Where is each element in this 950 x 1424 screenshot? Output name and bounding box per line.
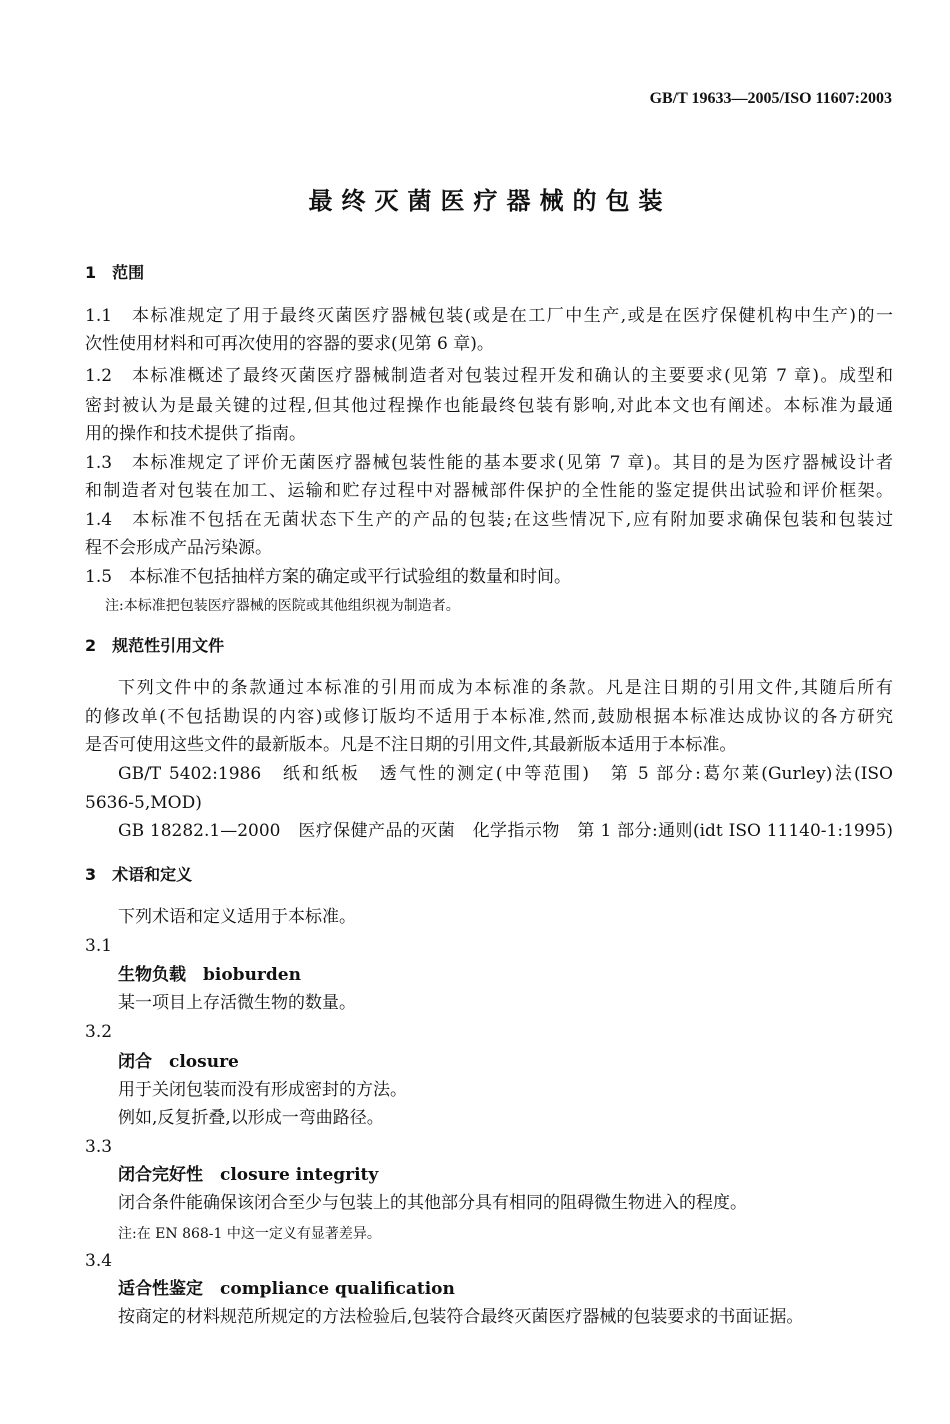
reference-1-line: 5636-5,MOD) (85, 793, 202, 813)
term-example: 例如,反复折叠,以形成一弯曲路径。 (118, 1108, 384, 1128)
term-number: 3.1 (85, 936, 113, 956)
document-title: 最终灭菌医疗器械的包装 (308, 187, 672, 215)
term-note: 注:在 EN 868-1 中这一定义有显著差异。 (118, 1226, 381, 1242)
clause-1-4-line: 1.4 本标准不包括在无菌状态下生产的产品的包装;在这些情况下,应有附加要求确保包装和包装过 (85, 510, 893, 530)
term-name: 闭合 closure (118, 1052, 239, 1072)
section-3-heading: 3 术语和定义 (85, 865, 193, 884)
term-definition: 按商定的材料规范所规定的方法检验后,包装符合最终灭菌医疗器械的包装要求的书面证据。 (118, 1307, 804, 1327)
term-name: 生物负载 bioburden (118, 965, 301, 985)
term-number: 3.3 (85, 1137, 113, 1157)
term-number: 3.2 (85, 1022, 113, 1042)
term-number: 3.4 (85, 1251, 113, 1271)
term-definition: 某一项目上存活微生物的数量。 (118, 993, 356, 1013)
clause-1-2-line: 1.2 本标准概述了最终灭菌医疗器械制造者对包装过程开发和确认的主要要求(见第 7 章)。成型和 (85, 366, 893, 386)
clause-1-5: 1.5 本标准不包括抽样方案的确定或平行试验组的数量和时间。 (85, 567, 572, 587)
section-2-heading: 2 规范性引用文件 (85, 636, 225, 655)
section-1-heading: 1 范围 (85, 263, 145, 282)
section-2-para-line: 是否可使用这些文件的最新版本。凡是不注日期的引用文件,其最新版本适用于本标准。 (85, 735, 737, 755)
section-2-para-line: 的修改单(不包括勘误的内容)或修订版均不适用于本标准,然而,鼓励根据本标准达成协议的各方研究 (85, 707, 893, 727)
standard-number: GB/T 19633—2005/ISO 11607:2003 (649, 90, 892, 107)
clause-1-1-line: 次性使用材料和可再次使用的容器的要求(见第 6 章)。 (85, 334, 494, 354)
term-definition: 用于关闭包装而没有形成密封的方法。 (118, 1080, 407, 1100)
clause-1-3-line: 和制造者对包装在加工、运输和贮存过程中对器械部件保护的全性能的鉴定提供出试验和评价框架。 (85, 481, 893, 501)
section-3-intro: 下列术语和定义适用于本标准。 (118, 907, 356, 927)
term-name: 适合性鉴定 compliance qualification (118, 1279, 455, 1299)
reference-1-line: GB/T 5402:1986 纸和纸板 透气性的测定(中等范围) 第 5 部分:葛尔莱(Gurley)法(ISO (118, 764, 893, 784)
section-2-para-line: 下列文件中的条款通过本标准的引用而成为本标准的条款。凡是注日期的引用文件,其随后所有 (118, 678, 893, 698)
term-definition: 闭合条件能确保该闭合至少与包装上的其他部分具有相同的阻碍微生物进入的程度。 (118, 1193, 747, 1213)
term-name: 闭合完好性 closure integrity (118, 1165, 379, 1185)
clause-1-2-line: 用的操作和技术提供了指南。 (85, 424, 306, 444)
reference-2: GB 18282.1—2000 医疗保健产品的灭菌 化学指示物 第 1 部分:通则(idt ISO 11140-1:1995) (118, 821, 893, 841)
clause-1-4-line: 程不会形成产品污染源。 (85, 538, 272, 558)
clause-1-2-line: 密封被认为是最关键的过程,但其他过程操作也能最终包装有影响,对此本文也有阐述。本标准为最通 (85, 396, 893, 416)
clause-1-3-line: 1.3 本标准规定了评价无菌医疗器械包装性能的基本要求(见第 7 章)。其目的是为医疗器械设计者 (85, 453, 893, 473)
clause-1-1-line: 1.1 本标准规定了用于最终灭菌医疗器械包装(或是在工厂中生产,或是在医疗保健机构中生产)的一 (85, 306, 893, 326)
clause-1-note: 注:本标准把包装医疗器械的医院或其他组织视为制造者。 (105, 598, 460, 614)
